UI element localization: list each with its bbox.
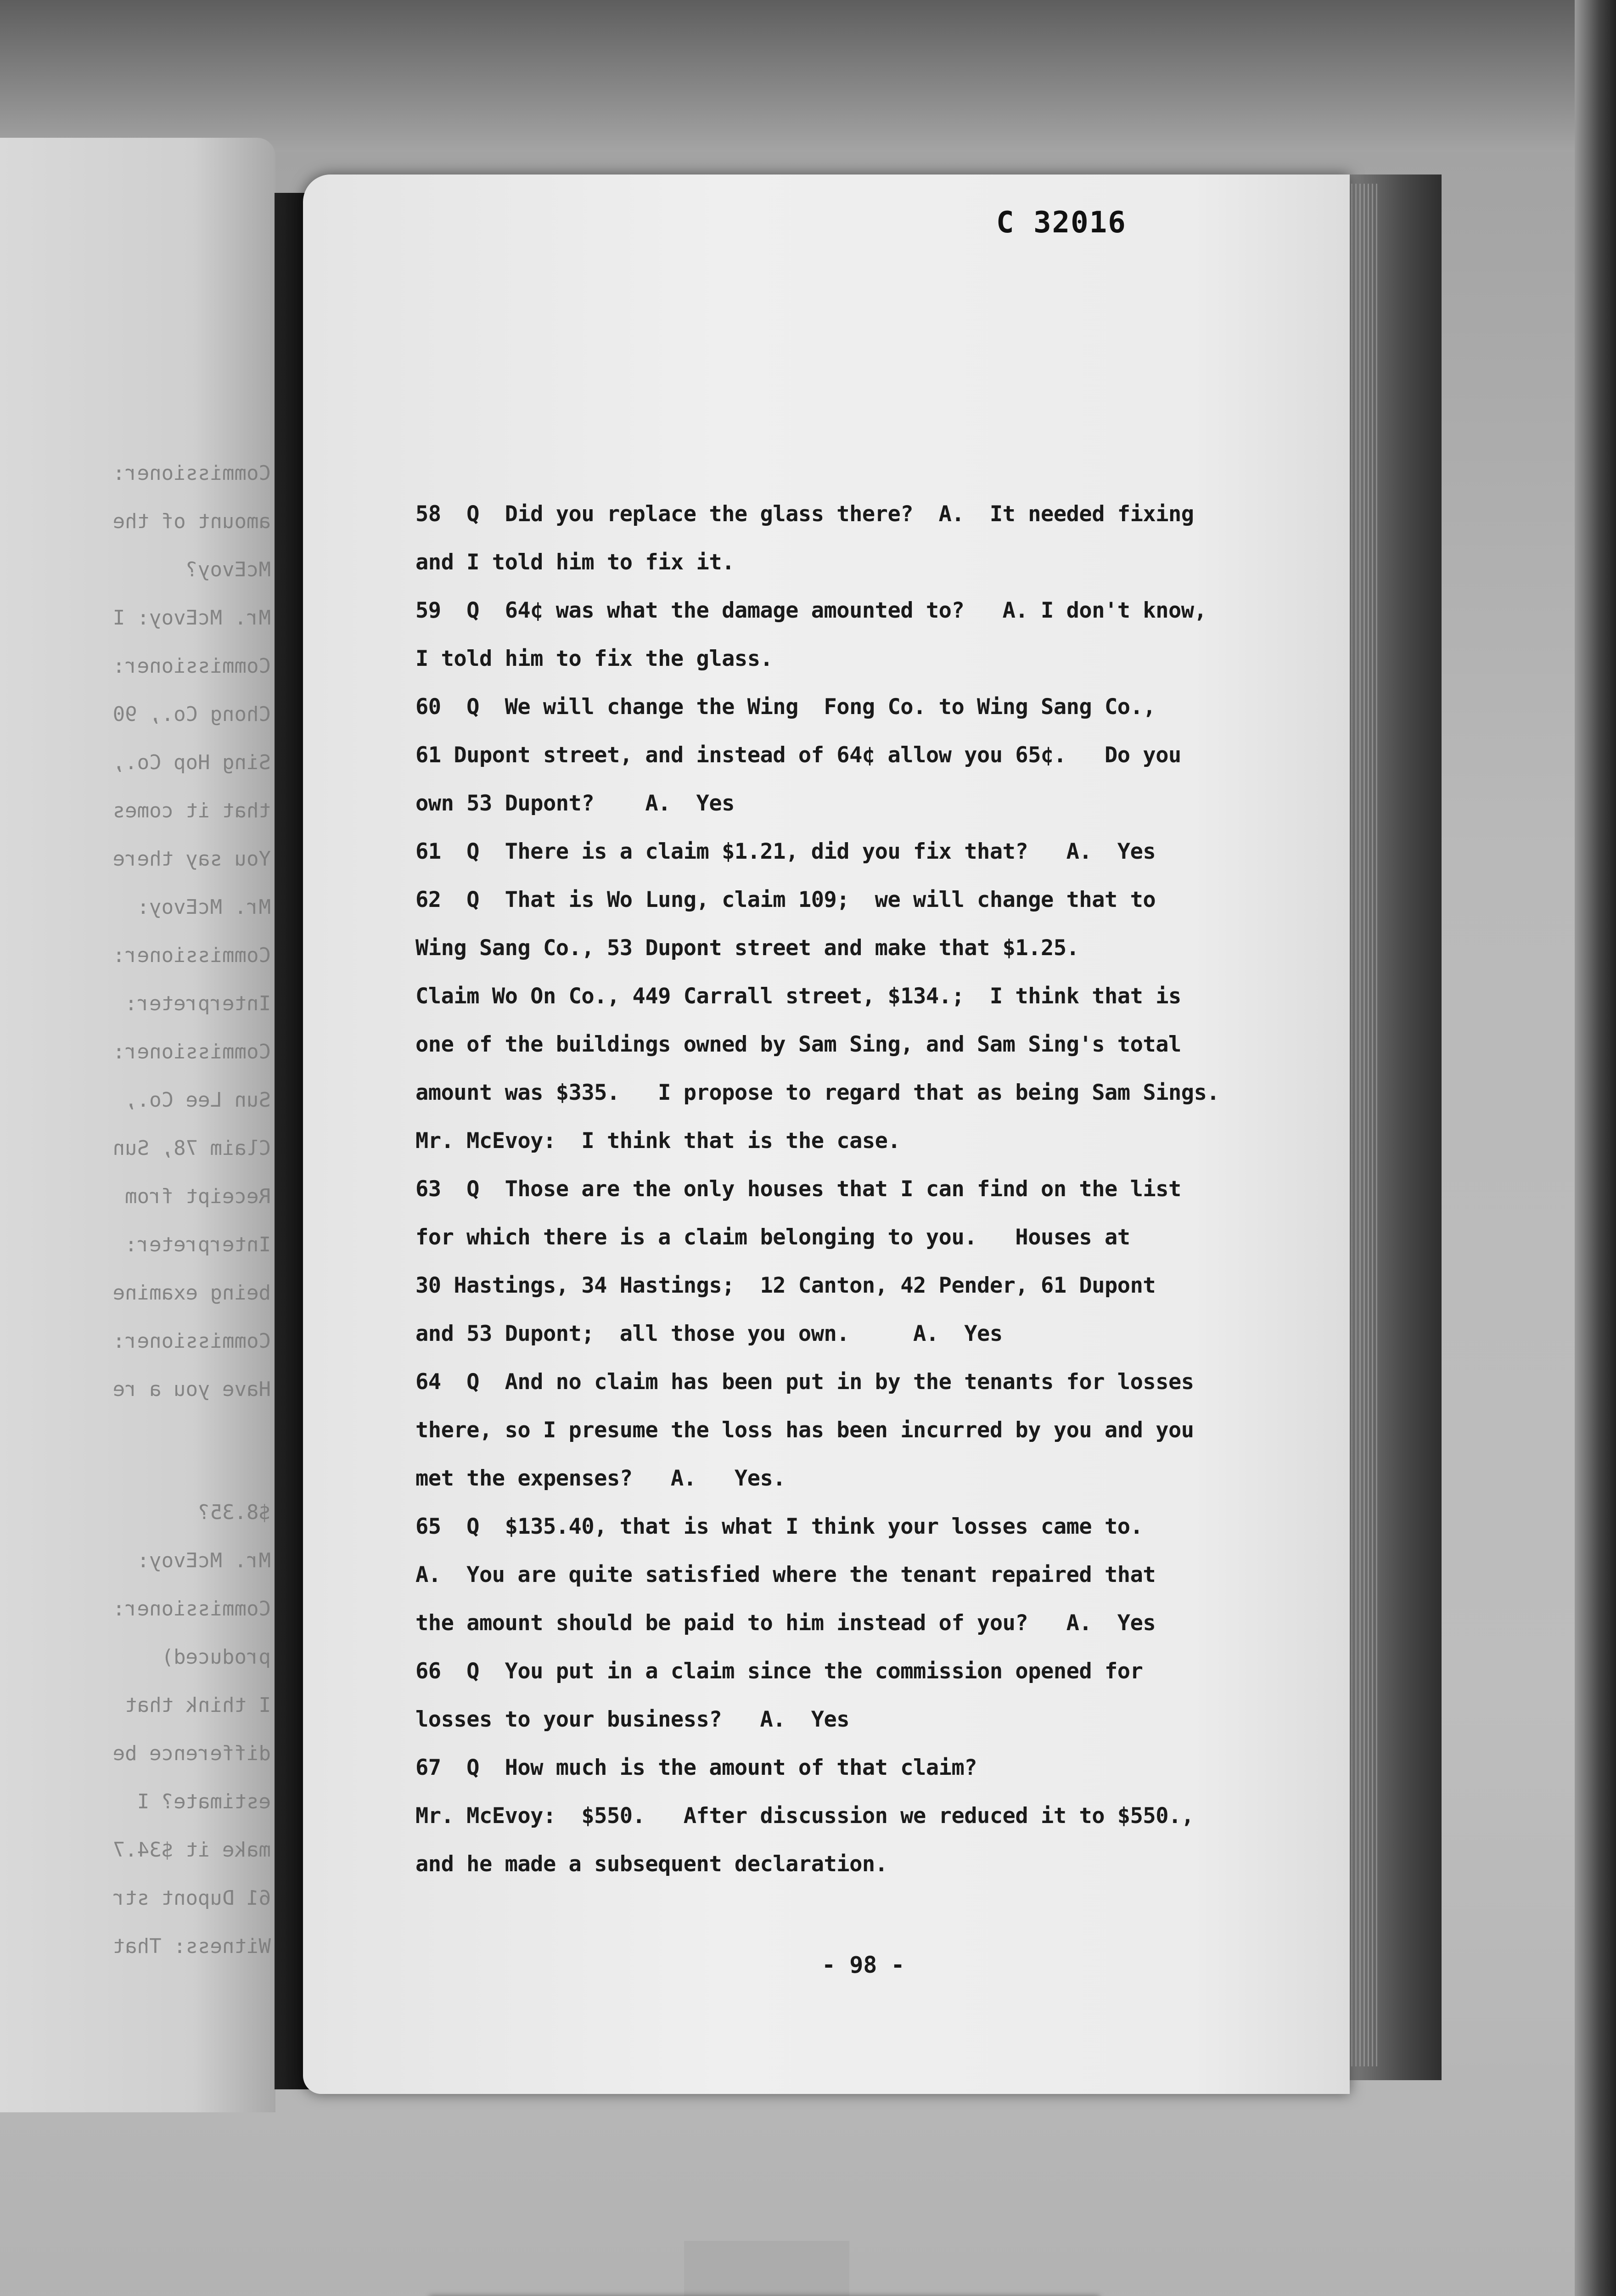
left-page-line: Commissioner: xyxy=(112,461,271,485)
left-page-line: make it $34.7 xyxy=(112,1838,271,1862)
left-page-line: Interpreter: xyxy=(125,1233,271,1256)
left-page-line: Commissioner: xyxy=(112,654,271,678)
left-page-line: Interpreter: xyxy=(125,992,271,1015)
transcript-line: 60 Q We will change the Wing Fong Co. to Wing Sang Co., xyxy=(415,694,1156,720)
left-page-line: Commissioner: xyxy=(112,1040,271,1064)
left-page-line: Commissioner: xyxy=(112,944,271,967)
transcript-line: one of the buildings owned by Sam Sing, and Sam Sing's total xyxy=(415,1032,1181,1057)
transcript-line: for which there is a claim belonging to you. Houses at xyxy=(415,1225,1130,1250)
transcript-line: Wing Sang Co., 53 Dupont street and make that $1.25. xyxy=(415,935,1079,961)
left-page-line: Sun Lee Co., xyxy=(125,1088,271,1112)
left-page-line: amount of the xyxy=(112,510,271,533)
transcript-line: 62 Q That is Wo Lung, claim 109; we will change that to xyxy=(415,887,1156,912)
transcript-line: and 53 Dupont; all those you own. A. Yes xyxy=(415,1321,1003,1346)
page-number: - 98 - xyxy=(822,1952,905,1978)
left-page-line: I think that xyxy=(125,1694,271,1717)
left-page-line: McEvoy? xyxy=(185,558,271,581)
transcript-line: Mr. McEvoy: I think that is the case. xyxy=(415,1128,901,1154)
transcript-line: Mr. McEvoy: $550. After discussion we reduced it to $550., xyxy=(415,1803,1194,1829)
left-page-line: 61 Dupont str xyxy=(112,1886,271,1910)
left-page-line: Chong Co., 90 xyxy=(112,703,271,726)
left-page-mirrored-text xyxy=(0,138,275,2112)
transcript-line: and I told him to fix it. xyxy=(415,550,735,575)
transcript-line: 59 Q 64¢ was what the damage amounted to? A. I don't know, xyxy=(415,598,1207,623)
left-page-line: Commissioner: xyxy=(112,1329,271,1353)
left-page-line: that it comes xyxy=(112,799,271,822)
transcript-line: 64 Q And no claim has been put in by the tenants for losses xyxy=(415,1369,1194,1395)
transcript-line: amount was $335. I propose to regard that as being Sam Sings. xyxy=(415,1080,1220,1105)
left-page-line: You say there xyxy=(112,847,271,871)
transcript-line: Claim Wo On Co., 449 Carrall street, $134.; I think that is xyxy=(415,984,1181,1009)
left-page-line: Have you a re xyxy=(112,1378,271,1401)
left-page-line: Witness: That xyxy=(112,1935,271,1958)
transcript-line: 65 Q $135.40, that is what I think your losses came to. xyxy=(415,1514,1143,1539)
left-page-line: Claim 78, Sun xyxy=(112,1137,271,1160)
transcript-line: own 53 Dupont? A. Yes xyxy=(415,791,735,816)
left-page-line: $8.35? xyxy=(198,1501,271,1524)
transcript-line: 61 Dupont street, and instead of 64¢ allow you 65¢. Do you xyxy=(415,743,1181,768)
transcript-line: met the expenses? A. Yes. xyxy=(415,1466,786,1491)
document-number: C 32016 xyxy=(996,206,1127,240)
left-page-line: Commissioner: xyxy=(112,1597,271,1621)
transcript-line: I told him to fix the glass. xyxy=(415,646,773,671)
left-page-line: produced) xyxy=(161,1645,271,1669)
transcript-line: 58 Q Did you replace the glass there? A. It needed fixing xyxy=(415,501,1194,527)
left-page-line: Mr. McEvoy: xyxy=(137,1549,271,1572)
transcript-line: 30 Hastings, 34 Hastings; 12 Canton, 42 Pender, 61 Dupont xyxy=(415,1273,1156,1298)
left-page-line: Receipt from xyxy=(125,1185,271,1208)
left-page-line: estimate? I xyxy=(137,1790,271,1813)
left-page-line: Sing Hop Co., xyxy=(112,751,271,774)
transcript-line: A. You are quite satisfied where the tenant repaired that xyxy=(415,1562,1156,1587)
transcript-line: 67 Q How much is the amount of that claim? xyxy=(415,1755,977,1780)
left-page-line: Mr. McEvoy: I xyxy=(112,606,271,630)
transcript-line: losses to your business? A. Yes xyxy=(415,1707,850,1732)
left-page-line: being examine xyxy=(112,1281,271,1305)
transcript-line: 61 Q There is a claim $1.21, did you fix that? A. Yes xyxy=(415,839,1156,864)
transcript-line: and he made a subsequent declaration. xyxy=(415,1851,888,1877)
transcript-line: the amount should be paid to him instead of you? A. Yes xyxy=(415,1610,1156,1636)
stamp-mark xyxy=(684,2241,849,2296)
right-shadow-band xyxy=(1575,0,1616,2296)
left-page-line: Mr. McEvoy: xyxy=(137,895,271,919)
transcript-line: there, so I presume the loss has been incurred by you and you xyxy=(415,1418,1194,1443)
left-page-line: difference be xyxy=(112,1742,271,1765)
transcript-line: 66 Q You put in a claim since the commission opened for xyxy=(415,1659,1143,1684)
transcript-line: 63 Q Those are the only houses that I can find on the list xyxy=(415,1176,1181,1202)
left-facing-page xyxy=(0,138,275,2112)
top-shadow-band xyxy=(0,0,1616,152)
